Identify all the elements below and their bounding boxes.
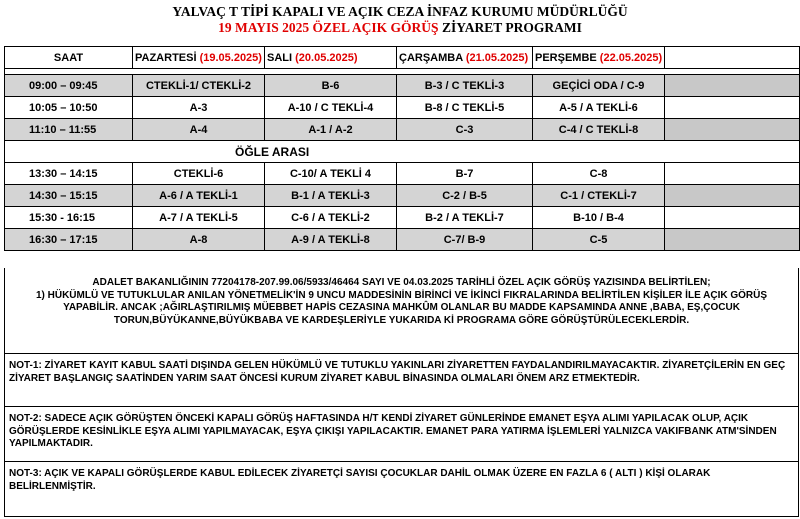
intro-line2: 1) HÜKÜMLÜ VE TUTUKLULAR ANILAN YÖNETMELİK'İN 9 UNCU MADDESİNİN BİRİNCİ VE İKİNCİ FIKRALARINDA BELİRTİLEN KİŞİLER İLE AÇIK GÖRÜŞ YAPABİLİR. ANCAK ;AĞIRLAŞTIRILMIŞ MÜEBBET HAPİS CEZASINA MAHKÛM OLANLAR BU MADDE KAPSAMINDA ANNE ,BABA, EŞ,ÇOCUK TORUN,BÜYÜKANNE,BÜYÜKBABA VE KARDEŞLERİYLE YUKARIDA Kİ PROGRAMA GÖRE GÖRÜŞTÜRÜLECEKLERDİR. <box>35 289 768 326</box>
header-thursday: PERŞEMBE (22.05.2025) <box>533 47 665 69</box>
visit-schedule-table <box>4 46 800 251</box>
notes-box <box>4 268 799 517</box>
row-time: 16:30 – 17:15 <box>5 229 133 251</box>
note-3: NOT-3: AÇIK VE KAPALI GÖRÜŞLERDE KABUL EDİLECEK ZİYARETÇİ SAYISI ÇOCUKLAR DAHİL OLMAK ÜZERE EN FAZLA 6 ( ALTI ) KİŞİ OLARAK BELİRLENMİŞTİR. <box>5 461 798 508</box>
row-time: 14:30 – 15:15 <box>5 185 133 207</box>
cell-wednesday: B-8 / C TEKLİ-5 <box>397 97 533 119</box>
cell-empty <box>665 75 800 97</box>
header-monday: PAZARTESİ (19.05.2025) <box>133 47 265 69</box>
cell-wednesday: B-2 / A TEKLİ-7 <box>397 207 533 229</box>
cell-thursday: GEÇİCİ ODA / C-9 <box>533 75 665 97</box>
intro-paragraph <box>5 268 798 353</box>
document-title-line2 <box>0 20 800 36</box>
header-tuesday: SALI (20.05.2025) <box>265 47 397 69</box>
cell-wednesday: C-3 <box>397 119 533 141</box>
cell-empty <box>665 97 800 119</box>
cell-thursday: B-10 / B-4 <box>533 207 665 229</box>
cell-wednesday: B-7 <box>397 163 533 185</box>
header-saat: SAAT <box>5 47 133 69</box>
table-row <box>5 185 800 207</box>
table-row <box>5 75 800 97</box>
cell-monday: CTEKLİ-1/ CTEKLİ-2 <box>133 75 265 97</box>
cell-tuesday: A-1 / A-2 <box>265 119 397 141</box>
row-time: 11:10 – 11:55 <box>5 119 133 141</box>
intro-line1: ADALET BAKANLIĞININ 77204178-207.99.06/5933/46464 SAYI VE 04.03.2025 TARİHLİ ÖZEL AÇIK GÖRÜŞ YAZISINDA BELİRTİLEN; <box>92 277 711 288</box>
cell-monday: A-3 <box>133 97 265 119</box>
cell-tuesday: A-10 / C TEKLİ-4 <box>265 97 397 119</box>
cell-empty <box>665 207 800 229</box>
cell-monday: A-6 / A TEKLİ-1 <box>133 185 265 207</box>
cell-empty <box>665 229 800 251</box>
table-row <box>5 207 800 229</box>
table-row <box>5 97 800 119</box>
lunch-break-label: ÖĞLE ARASI <box>5 141 800 163</box>
cell-tuesday: B-6 <box>265 75 397 97</box>
table-row <box>5 163 800 185</box>
row-time: 10:05 – 10:50 <box>5 97 133 119</box>
cell-monday: A-8 <box>133 229 265 251</box>
row-time: 13:30 – 14:15 <box>5 163 133 185</box>
cell-monday: A-7 / A TEKLİ-5 <box>133 207 265 229</box>
row-time: 15:30 - 16:15 <box>5 207 133 229</box>
document-title-line1: YALVAÇ T TİPİ KAPALI VE AÇIK CEZA İNFAZ KURUMU MÜDÜRLÜĞÜ <box>172 4 628 19</box>
note-1: NOT-1: ZİYARET KAYIT KABUL SAATİ DIŞINDA GELEN HÜKÜMLÜ VE TUTUKLU YAKINLARI ZİYARETTEN FAYDALANDIRILMAYACAKTIR. ZİYARETÇİLERİN EN GEÇ ZİYARET BAŞLANGIÇ SAATİNDEN YARIM SAAT ÖNCESİ KURUM ZİYARET KABUL BİNASINDA OLMALARI ÖNEM ARZ ETMEKTEDİR. <box>5 353 798 406</box>
cell-empty <box>665 119 800 141</box>
cell-wednesday: B-3 / C TEKLİ-3 <box>397 75 533 97</box>
cell-monday: CTEKLİ-6 <box>133 163 265 185</box>
cell-thursday: C-4 / C TEKLİ-8 <box>533 119 665 141</box>
table-header-row <box>5 47 800 69</box>
cell-tuesday: B-1 / A TEKLİ-3 <box>265 185 397 207</box>
cell-empty <box>665 163 800 185</box>
cell-monday: A-4 <box>133 119 265 141</box>
note-2: NOT-2: SADECE AÇIK GÖRÜŞTEN ÖNCEKİ KAPALI GÖRÜŞ HAFTASINDA H/T KENDİ ZİYARET GÜNLERİNDE EMANET EŞYA ALIMI YAPILACAK OLUP, AÇIK GÖRÜŞLERDE KESİNLİKLE EŞYA ALIMI YAPILMAYACAK, EŞYA ÇIKIŞI YAPILACAKTIR. EMANET PARA YATIRMA İŞLEMLERİ YALNIZCA VAKIFBANK ATM'SİNDEN YAPILMAKTADIR. <box>5 406 798 461</box>
cell-tuesday: C-6 / A TEKLİ-2 <box>265 207 397 229</box>
table-row <box>5 119 800 141</box>
cell-tuesday: C-10/ A TEKLİ 4 <box>265 163 397 185</box>
cell-thursday: C-5 <box>533 229 665 251</box>
table-row <box>5 229 800 251</box>
title-date-red: 19 MAYIS 2025 ÖZEL AÇIK GÖRÜŞ <box>218 20 439 35</box>
cell-thursday: C-8 <box>533 163 665 185</box>
header-empty <box>665 47 800 69</box>
cell-tuesday: A-9 / A TEKLİ-8 <box>265 229 397 251</box>
lunch-row <box>5 141 800 163</box>
header-wednesday: ÇARŞAMBA (21.05.2025) <box>397 47 533 69</box>
cell-thursday: A-5 / A TEKLİ-6 <box>533 97 665 119</box>
cell-wednesday: C-7/ B-9 <box>397 229 533 251</box>
title-program: ZİYARET PROGRAMI <box>438 20 582 35</box>
cell-empty <box>665 185 800 207</box>
cell-thursday: C-1 / CTEKLİ-7 <box>533 185 665 207</box>
row-time: 09:00 – 09:45 <box>5 75 133 97</box>
cell-wednesday: C-2 / B-5 <box>397 185 533 207</box>
